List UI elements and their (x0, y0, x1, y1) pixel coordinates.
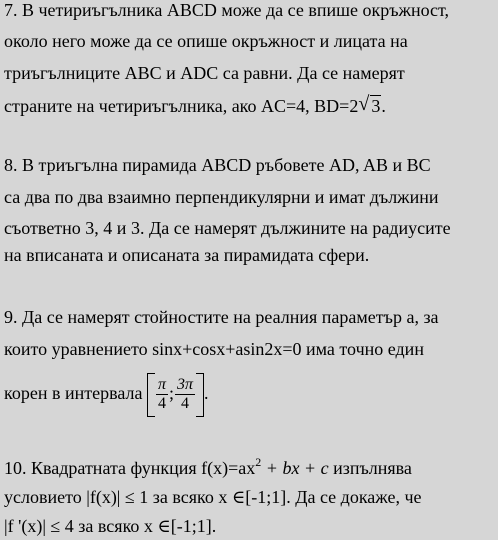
problem-7-line-3: триъгълниците ABC и ADC са равни. Да се намерят (4, 63, 405, 83)
right-bracket-icon (196, 373, 204, 417)
sqrt-radicand: 3 (371, 96, 381, 116)
problem-9-line-1: 9. Да се намерят стойностите на реалния параметър a, за (4, 307, 439, 327)
sqrt-symbol: √ 3 (358, 93, 381, 116)
problem-8-line-2: са два по два взаимно перпендикулярни и имат дължини (4, 187, 439, 207)
problem-10-line-1-text: 10. Квадратната функция f(x)=ax (4, 458, 256, 478)
problem-9-line-2: които уравнението sinx+cosx+asin2x=0 има точно един (4, 339, 424, 359)
problem-7-line-4-end: . (381, 96, 386, 116)
problem-7-line-1: 7. В четириъгълника ABCD може да се впише окръжност, (4, 0, 450, 20)
left-bracket-icon (147, 373, 155, 417)
problem-8-line-3: съответно 3, 4 и 3. Да се намерят дължините на радиусите (4, 218, 451, 238)
fraction-pi-over-4: $\frac{\pi}{4}$ (157, 376, 166, 413)
fraction-3pi-over-4: $\frac{3\pi}{4}$ (177, 376, 194, 413)
problem-10-line-1-end: изпълнява (328, 458, 412, 478)
problem-9-line-3-text: корен в интервала (4, 383, 143, 403)
problem-9-line-3 (4, 368, 496, 418)
polynomial-terms: + bx + c (261, 458, 329, 478)
problem-10-line-1 (4, 455, 496, 480)
problem-7-line-4-text: страните на четириъгълника, ако AC=4, BD=2 (4, 96, 359, 116)
problem-10-line-3: |f '(x)| ≤ 4 за всяко x ∈[-1;1]. (4, 516, 217, 536)
problem-8-line-1: 8. В триъгълна пирамида ABCD ръбовете AD, AB и BC (4, 155, 431, 175)
problem-7-line-4 (4, 93, 496, 116)
problem-8-line-4: на вписаната и описаната за пирамидата сфери. (4, 245, 370, 265)
problem-7-line-2: около него може да се опише окръжност и лицата на (4, 31, 408, 51)
interval-separator: ; (168, 383, 174, 403)
problem-10-line-2: условието |f(x)| ≤ 1 за всяко x ∈[-1;1]. Да се докаже, че (4, 487, 422, 507)
exponent: 2 (255, 455, 262, 469)
problem-9-line-3-end: . (204, 383, 209, 403)
